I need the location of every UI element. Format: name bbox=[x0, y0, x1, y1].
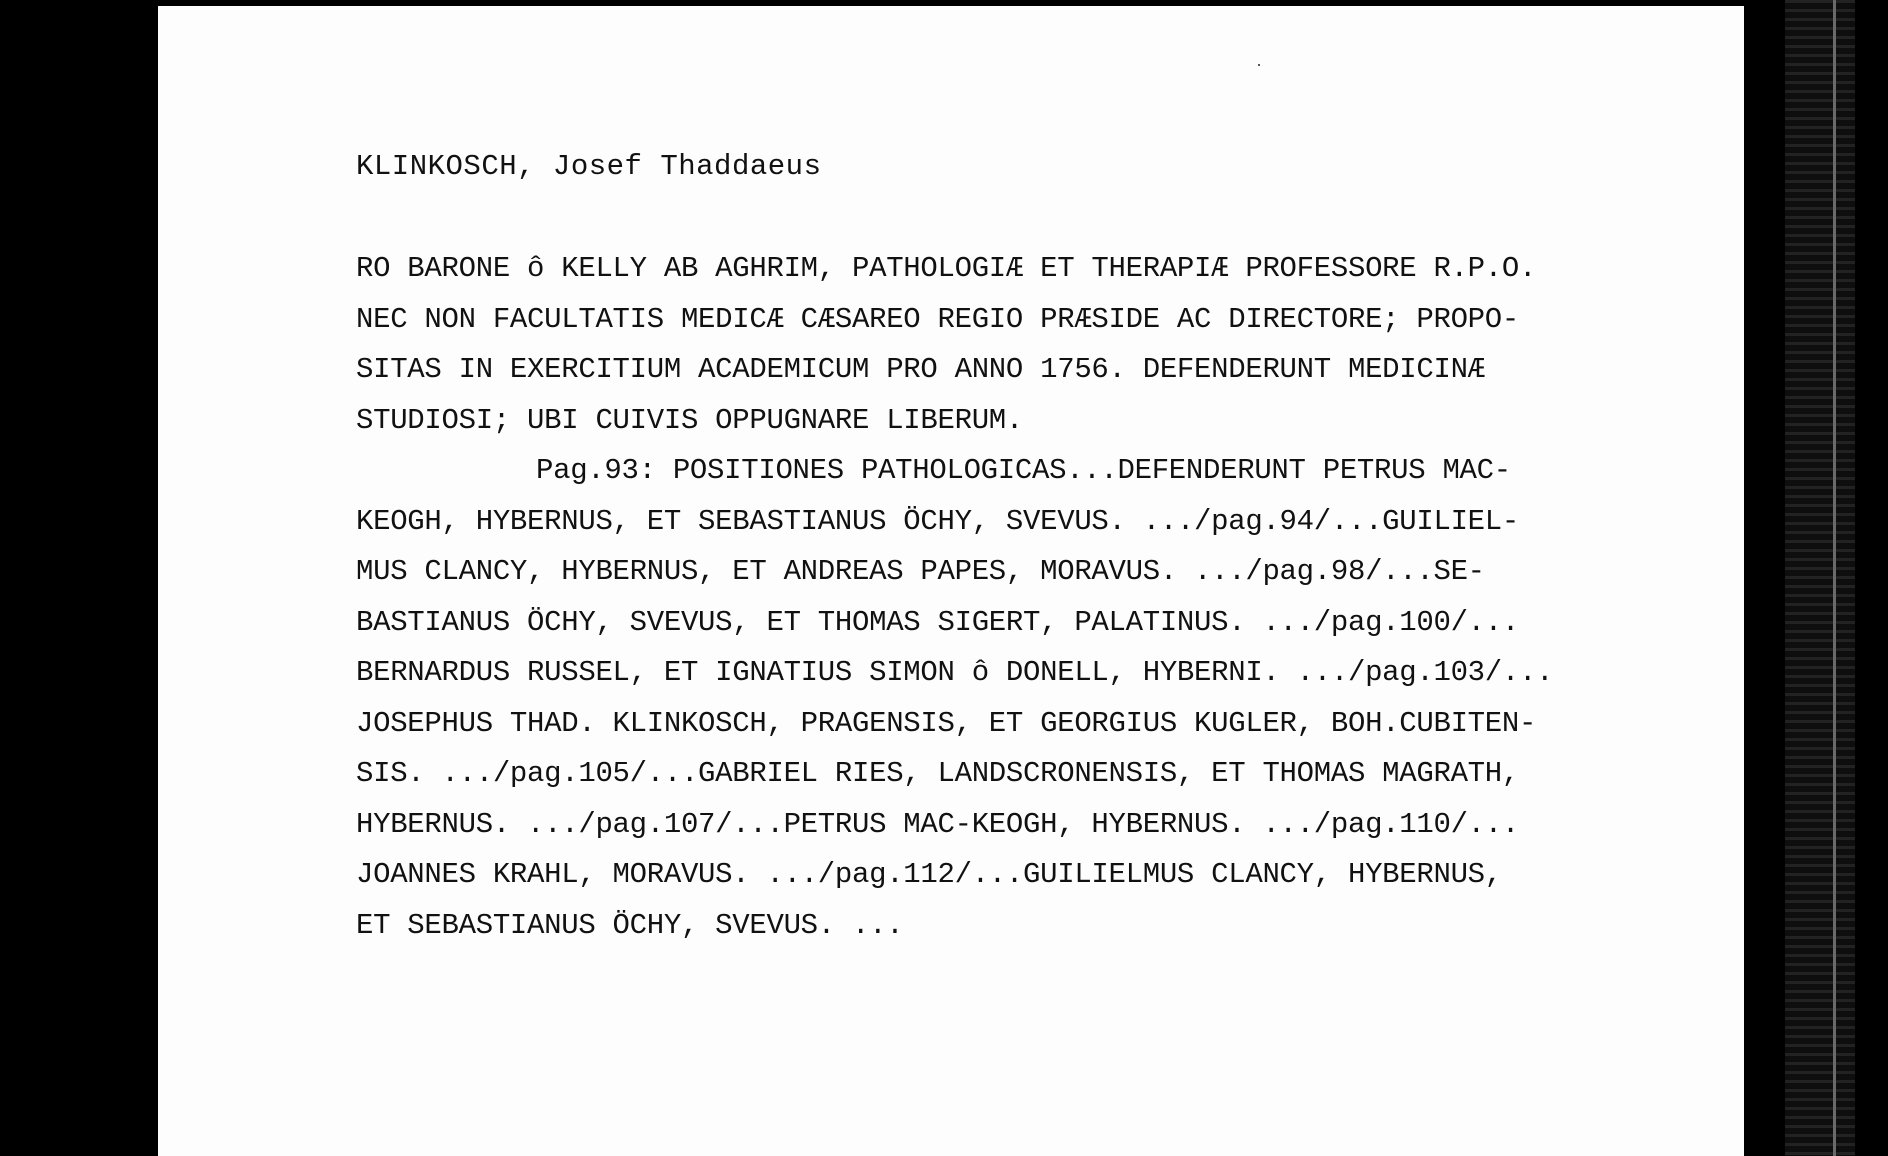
film-edge-strip bbox=[1785, 0, 1855, 1156]
card-line: KEOGH, HYBERNUS, ET SEBASTIANUS ÖCHY, SVEVUS. .../pag.94/...GUILIEL- bbox=[356, 504, 1519, 538]
card-line: SIS. .../pag.105/...GABRIEL RIES, LANDSCRONENSIS, ET THOMAS MAGRATH, bbox=[356, 757, 1519, 790]
scan-speck bbox=[1258, 64, 1260, 66]
card-line: BASTIANUS ÖCHY, SVEVUS, ET THOMAS SIGERT, PALATINUS. .../pag.100/... bbox=[356, 605, 1519, 639]
card-line: BERNARDUS RUSSEL, ET IGNATIUS SIMON ô DONELL, HYBERNI. .../pag.103/... bbox=[356, 656, 1554, 689]
card-heading: KLINKOSCH, Josef Thaddaeus bbox=[356, 150, 822, 183]
card-line: Pag.93: POSITIONES PATHOLOGICAS...DEFENDERUNT PETRUS MAC- bbox=[536, 454, 1511, 487]
card-line: RO BARONE ô KELLY AB AGHRIM, PATHOLOGIÆ ET THERAPIÆ PROFESSORE R.P.O. bbox=[356, 252, 1537, 285]
card-body bbox=[356, 244, 1756, 951]
card-line: MUS CLANCY, HYBERNUS, ET ANDREAS PAPES, MORAVUS. .../pag.98/...SE- bbox=[356, 555, 1485, 588]
card-line: STUDIOSI; UBI CUIVIS OPPUGNARE LIBERUM. bbox=[356, 403, 1024, 437]
card-line: SITAS IN EXERCITIUM ACADEMICUM PRO ANNO 1756. DEFENDERUNT MEDICINÆ bbox=[356, 353, 1485, 386]
card-line: HYBERNUS. .../pag.107/...PETRUS MAC-KEOGH, HYBERNUS. .../pag.110/... bbox=[356, 807, 1519, 841]
card-line: ET SEBASTIANUS ÖCHY, SVEVUS. ... bbox=[356, 908, 904, 942]
card-line: NEC NON FACULTATIS MEDICÆ CÆSAREO REGIO PRÆSIDE AC DIRECTORE; PROPO- bbox=[356, 302, 1519, 336]
card-line: JOSEPHUS THAD. KLINKOSCH, PRAGENSIS, ET GEORGIUS KUGLER, BOH.CUBITEN- bbox=[356, 706, 1537, 740]
card-line: JOANNES KRAHL, MORAVUS. .../pag.112/...GUILIELMUS CLANCY, HYBERNUS, bbox=[356, 858, 1502, 891]
film-edge-line bbox=[1833, 0, 1836, 1156]
